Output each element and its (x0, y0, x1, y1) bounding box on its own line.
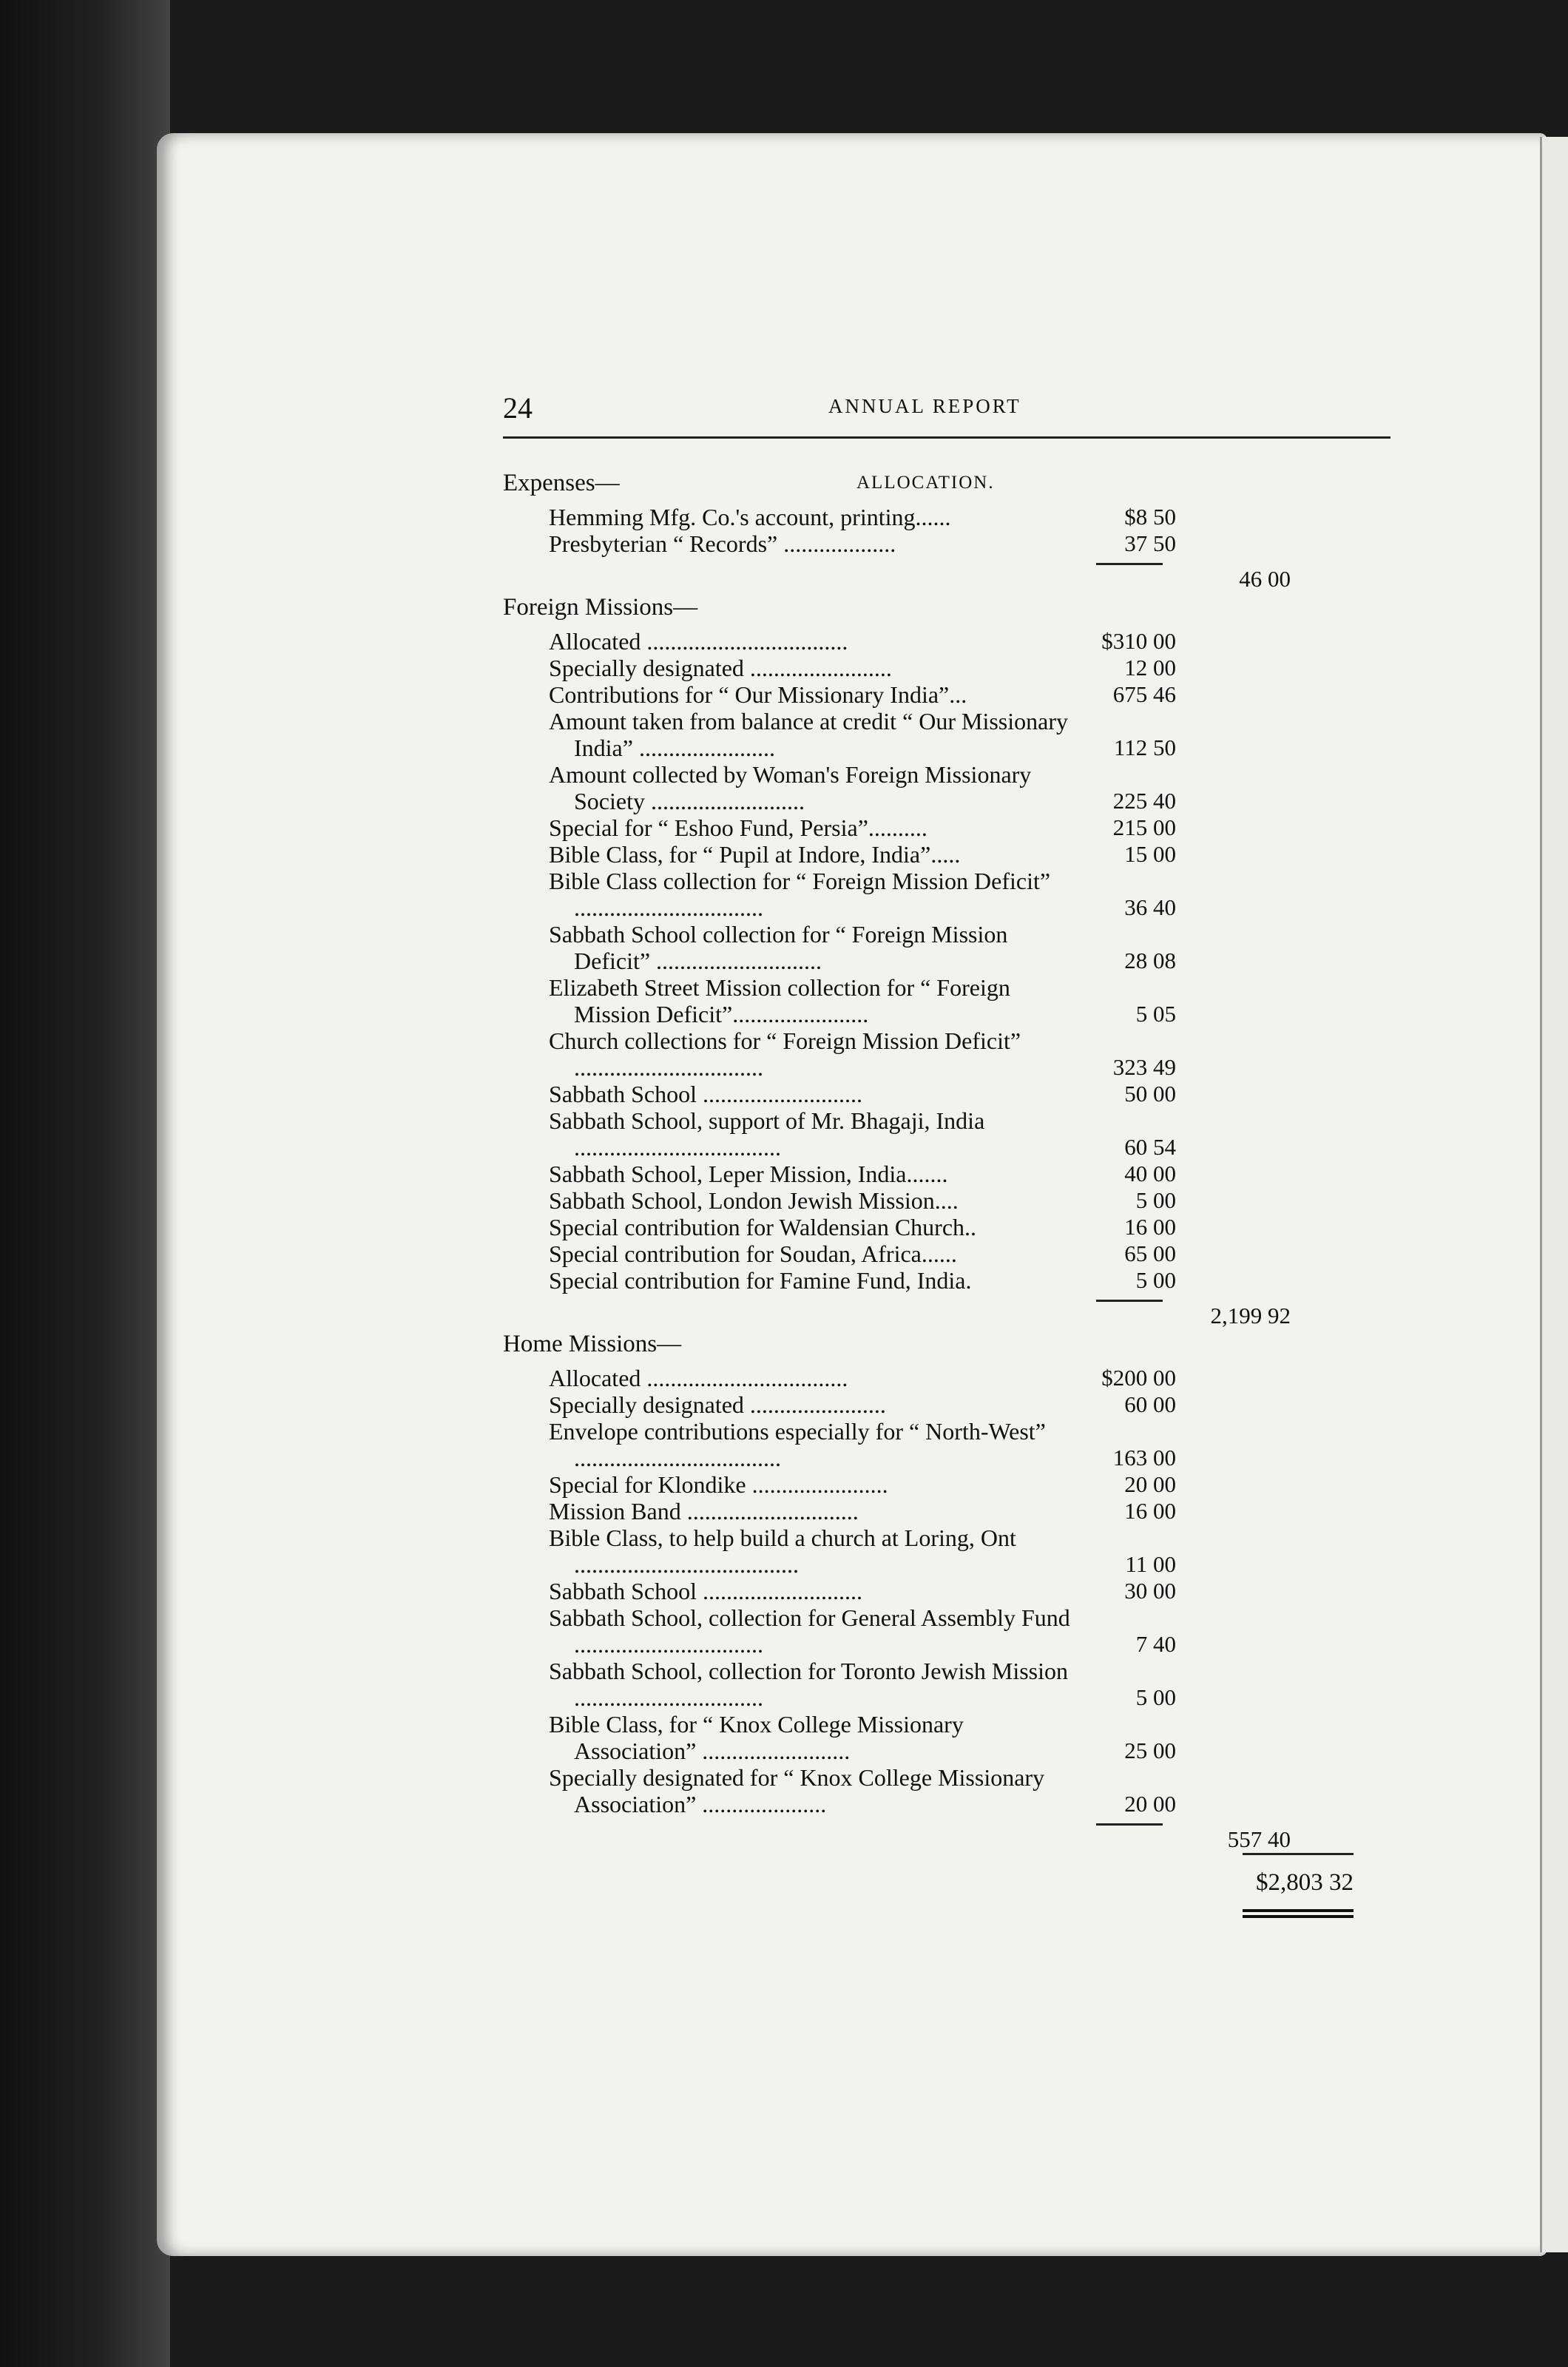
line-item (503, 841, 1390, 868)
line-item-amount: 20 00 (1124, 1471, 1176, 1497)
section-subtotal-row (503, 557, 1390, 590)
line-item-description: Contributions for “ Our Missionary India”... (549, 681, 967, 708)
line-item-description: Special contribution for Soudan, Africa...... (549, 1240, 957, 1267)
line-item (503, 1391, 1390, 1418)
home-missions-items (503, 1365, 1390, 1817)
line-item-amount: 20 00 (1124, 1791, 1176, 1817)
line-item (503, 1027, 1390, 1081)
line-item-amount: 50 00 (1124, 1081, 1176, 1107)
line-item-amount: 163 00 (1112, 1445, 1176, 1470)
line-item-amount: 16 00 (1124, 1498, 1176, 1524)
line-item (503, 628, 1390, 655)
line-item-amount: 5 05 (1135, 1001, 1176, 1027)
line-item (503, 1578, 1390, 1604)
line-item (503, 530, 1390, 557)
line-item-amount: 25 00 (1124, 1738, 1176, 1763)
foreign-missions-items (503, 628, 1390, 1294)
line-item-description: Envelope contributions especially for “ North-West” ................................... (549, 1418, 1046, 1471)
section-subtotal: 557 40 (1227, 1826, 1291, 1852)
line-item-amount: $310 00 (1101, 628, 1176, 654)
running-head: ANNUAL REPORT (828, 395, 1021, 417)
section-subtotal-row (503, 1294, 1390, 1326)
line-item (503, 1187, 1390, 1214)
line-item-amount: 5 00 (1135, 1684, 1176, 1710)
line-item-amount: 30 00 (1124, 1578, 1176, 1604)
line-item-description: Special for “ Eshoo Fund, Persia”.......... (549, 814, 927, 841)
line-item-description: Sabbath School collection for “ Foreign Mission Deficit” ............................ (549, 921, 1008, 974)
line-item-description: Amount taken from balance at credit “ Our Missionary India” ....................... (549, 708, 1068, 761)
line-item (503, 1604, 1390, 1658)
subtotal-rule (1096, 1300, 1163, 1302)
line-item (503, 814, 1390, 841)
line-item-amount: 675 46 (1112, 681, 1176, 707)
subtotal-rule (1096, 563, 1163, 565)
line-item-description: Sabbath School ........................... (549, 1578, 862, 1604)
line-item-amount: 40 00 (1124, 1161, 1176, 1186)
line-item (503, 1214, 1390, 1240)
section-title: Expenses— (503, 470, 620, 496)
line-item-amount: $8 50 (1124, 504, 1176, 530)
line-item (503, 1471, 1390, 1498)
line-item (503, 681, 1390, 708)
line-item (503, 1658, 1390, 1711)
grand-total-rule-top (1243, 1853, 1354, 1855)
section-title: Home Missions— (503, 1331, 682, 1357)
line-item-description: Specially designated ....................... (549, 1391, 886, 1418)
line-item (503, 1267, 1390, 1294)
line-item (503, 504, 1390, 530)
line-item-description: Elizabeth Street Mission collection for “ Foreign Mission Deficit”....................... (549, 974, 1010, 1027)
line-item-description: Sabbath School, collection for Toronto Jewish Mission ................................ (549, 1658, 1068, 1711)
line-item-amount: $200 00 (1101, 1365, 1176, 1391)
line-item-description: Sabbath School, Leper Mission, India....... (549, 1161, 948, 1187)
line-item-description: Mission Band ............................. (549, 1498, 859, 1524)
line-item-description: Bible Class, to help build a church at Loring, Ont ...................................... (549, 1524, 1016, 1578)
grand-total-double-rule (1243, 1909, 1354, 1918)
line-item-description: Sabbath School, collection for General Assembly Fund ................................ (549, 1604, 1070, 1658)
line-item (503, 1107, 1390, 1161)
line-item-description: Bible Class, for “ Knox College Missionary Association” ......................... (549, 1711, 964, 1764)
line-item-amount: 36 40 (1124, 894, 1176, 920)
expenses-items (503, 504, 1390, 557)
line-item-description: Bible Class, for “ Pupil at Indore, India”..... (549, 841, 961, 868)
line-item-amount: 323 49 (1112, 1054, 1176, 1080)
line-item-amount: 37 50 (1124, 530, 1176, 556)
facing-page-edge (1540, 137, 1568, 2252)
line-item-amount: 60 54 (1124, 1134, 1176, 1160)
line-item-amount: 65 00 (1124, 1240, 1176, 1266)
line-item-amount: 112 50 (1113, 735, 1176, 760)
line-item-description: Special contribution for Famine Fund, India. (549, 1267, 972, 1294)
line-item-description: Specially designated ........................ (549, 655, 892, 681)
line-item-amount: 215 00 (1112, 814, 1176, 840)
line-item-description: Specially designated for “ Knox College Missionary Association” ..................... (549, 1764, 1045, 1817)
line-item (503, 868, 1390, 921)
scan-background-edge (0, 0, 170, 2367)
line-item-amount: 12 00 (1124, 655, 1176, 681)
line-item-amount: 15 00 (1124, 841, 1176, 867)
line-item-description: Allocated .................................. (549, 1365, 848, 1391)
line-item-amount: 5 00 (1135, 1267, 1176, 1293)
line-item-description: Sabbath School, London Jewish Mission.... (549, 1187, 959, 1214)
line-item-amount: 60 00 (1124, 1391, 1176, 1417)
line-item (503, 655, 1390, 681)
line-item (503, 708, 1390, 761)
section-heading-home-missions (503, 1331, 1390, 1365)
line-item (503, 1161, 1390, 1187)
line-item-description: Special for Klondike ....................... (549, 1471, 888, 1498)
section-subtotal: 46 00 (1239, 566, 1291, 592)
grand-total-row (503, 1850, 1390, 1939)
line-item (503, 1081, 1390, 1107)
line-item-description: Church collections for “ Foreign Mission Deficit” ................................ (549, 1027, 1021, 1081)
page-number: 24 (503, 391, 533, 425)
section-subtotal: 2,199 92 (1210, 1303, 1291, 1328)
section-title: Foreign Missions— (503, 594, 698, 621)
line-item (503, 921, 1390, 974)
page-header (503, 385, 1390, 439)
line-item (503, 1524, 1390, 1578)
line-item-amount: 7 40 (1135, 1631, 1176, 1657)
line-item (503, 1365, 1390, 1391)
line-item-description: Bible Class collection for “ Foreign Mission Deficit” ................................ (549, 868, 1051, 921)
line-item-amount: 225 40 (1112, 788, 1176, 814)
line-item (503, 974, 1390, 1027)
line-item-description: Hemming Mfg. Co.'s account, printing...... (549, 504, 951, 530)
line-item-description: Sabbath School ........................... (549, 1081, 862, 1107)
allocation-heading: ALLOCATION. (856, 473, 995, 493)
line-item-description: Special contribution for Waldensian Church.. (549, 1214, 977, 1240)
line-item (503, 1498, 1390, 1524)
line-item (503, 1764, 1390, 1817)
section-heading-expenses (503, 470, 1390, 504)
line-item-amount: 11 00 (1125, 1551, 1176, 1577)
line-item (503, 1240, 1390, 1267)
line-item-amount: 28 08 (1124, 948, 1176, 973)
line-item-description: Sabbath School, support of Mr. Bhagaji, India ................................... (549, 1107, 985, 1161)
line-item-description: Presbyterian “ Records” ................... (549, 530, 896, 557)
subtotal-rule (1096, 1823, 1163, 1826)
section-subtotal-row (503, 1817, 1390, 1850)
grand-total: $2,803 32 (1256, 1869, 1354, 1896)
line-item-description: Allocated .................................. (549, 628, 848, 655)
line-item (503, 761, 1390, 814)
line-item (503, 1711, 1390, 1764)
line-item-description: Amount collected by Woman's Foreign Missionary Society .......................... (549, 761, 1032, 814)
line-item-amount: 16 00 (1124, 1214, 1176, 1240)
line-item-amount: 5 00 (1135, 1187, 1176, 1213)
report-content (503, 385, 1390, 1939)
section-heading-foreign-missions (503, 594, 1390, 628)
line-item (503, 1418, 1390, 1471)
